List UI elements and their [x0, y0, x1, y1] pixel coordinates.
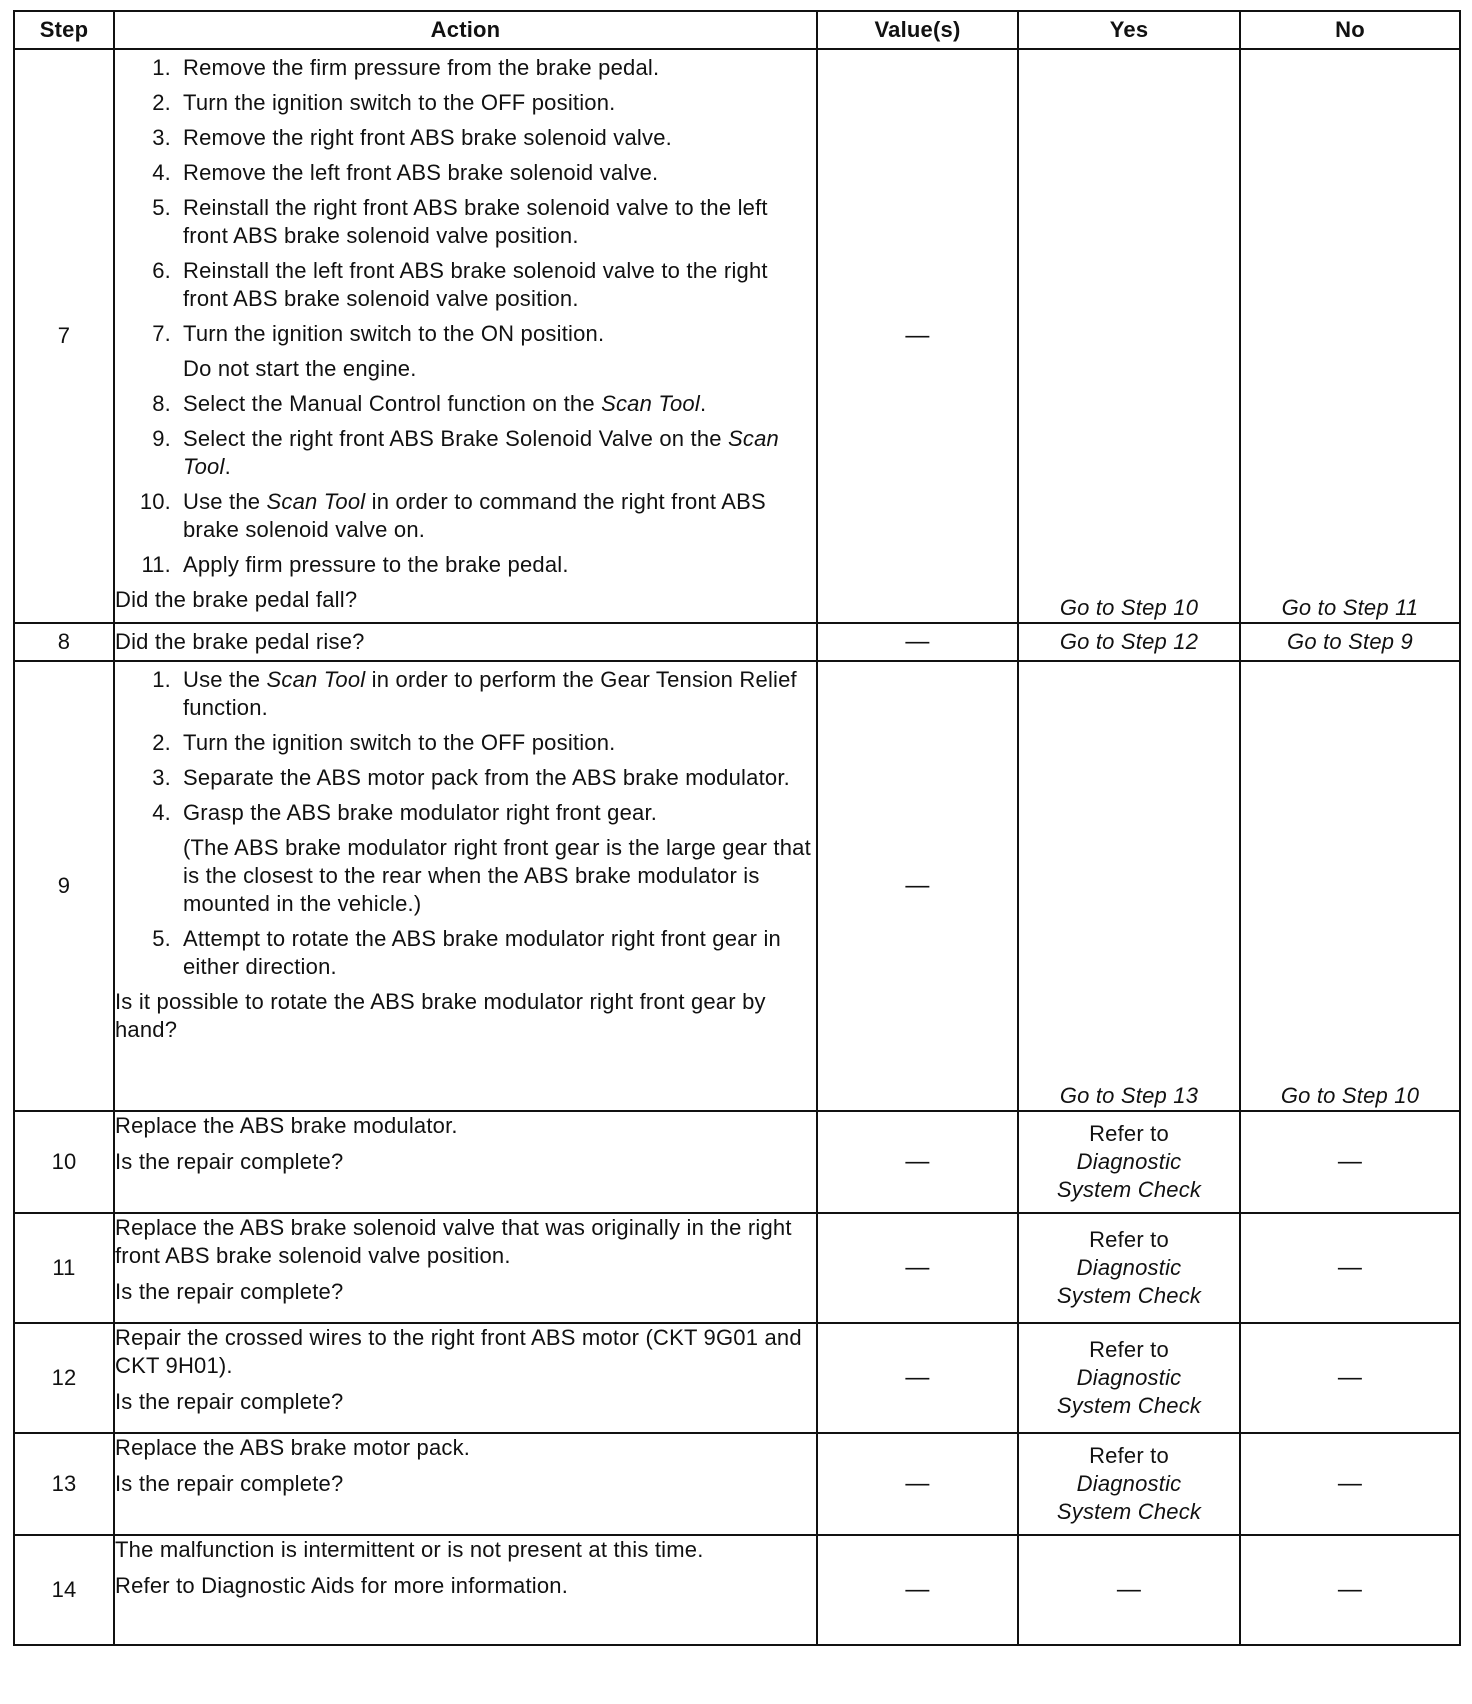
table-row	[14, 1535, 1460, 1645]
yes-cell: —	[1018, 1535, 1240, 1645]
action-cell: Replace the ABS brake modulator. Is the repair complete?	[114, 1111, 817, 1213]
header-step: Step	[14, 11, 114, 49]
action-cell: Replace the ABS brake motor pack. Is the repair complete?	[114, 1433, 817, 1535]
no-cell: —	[1240, 1111, 1460, 1213]
yes-cell: Go to Step 12	[1018, 623, 1240, 661]
header-action: Action	[114, 11, 817, 49]
step-number: 12	[14, 1323, 114, 1433]
list-item: 4. Grasp the ABS brake modulator right front gear. (The ABS brake modulator right front gear is the large gear that is the closest to the rear when the ABS brake modulator is mounted in the vehicle.)	[115, 799, 816, 918]
step-number: 13	[14, 1433, 114, 1535]
no-cell: Go to Step 9	[1240, 623, 1460, 661]
yes-cell: Go to Step 13	[1018, 661, 1240, 1111]
value-cell: —	[817, 1535, 1018, 1645]
action-cell	[114, 661, 817, 1111]
value-cell: —	[817, 49, 1018, 623]
value-cell: —	[817, 1213, 1018, 1323]
list-item: 5. Reinstall the right front ABS brake solenoid valve to the left front ABS brake solenoid valve position.	[152, 195, 768, 248]
step-number: 11	[14, 1213, 114, 1323]
list-item: 2. Turn the ignition switch to the OFF position.	[152, 730, 616, 755]
list-item: 6. Reinstall the left front ABS brake solenoid valve to the right front ABS brake solenoid valve position.	[152, 258, 768, 311]
no-cell: —	[1240, 1433, 1460, 1535]
value-cell: —	[817, 661, 1018, 1111]
header-values: Value(s)	[817, 11, 1018, 49]
list-item: 2. Turn the ignition switch to the OFF position.	[152, 90, 616, 115]
yes-cell: Refer to Diagnostic System Check	[1018, 1111, 1240, 1213]
list-item: 1. Use the Scan Tool in order to perform the Gear Tension Relief function.	[152, 667, 797, 720]
table-row	[14, 661, 1460, 1111]
list-item: 4. Remove the left front ABS brake solenoid valve.	[152, 160, 659, 185]
step-number: 10	[14, 1111, 114, 1213]
action-steps-list	[115, 666, 816, 981]
value-cell: —	[817, 1323, 1018, 1433]
header-row	[14, 11, 1460, 49]
scan-tool-term: Scan Tool	[266, 667, 366, 692]
step-number: 7	[14, 49, 114, 623]
no-cell: Go to Step 10	[1240, 661, 1460, 1111]
table-row	[14, 49, 1460, 623]
action-cell: Repair the crossed wires to the right front ABS motor (CKT 9G01 and CKT 9H01). Is the repair complete?	[114, 1323, 817, 1433]
header-no: No	[1240, 11, 1460, 49]
value-cell: —	[817, 1111, 1018, 1213]
table-row	[14, 1213, 1460, 1323]
list-item: 1. Remove the firm pressure from the brake pedal.	[152, 55, 660, 80]
question-text: Did the brake pedal fall?	[115, 587, 358, 612]
action-cell: The malfunction is intermittent or is not present at this time. Refer to Diagnostic Aids for more information.	[114, 1535, 817, 1645]
action-steps-list	[115, 54, 816, 579]
table-row	[14, 1433, 1460, 1535]
list-item: 11. Apply firm pressure to the brake pedal.	[141, 552, 569, 577]
step-number: 14	[14, 1535, 114, 1645]
step-number: 8	[14, 623, 114, 661]
no-cell: Go to Step 11	[1240, 49, 1460, 623]
question-text: Is it possible to rotate the ABS brake modulator right front gear by hand?	[115, 989, 766, 1042]
list-item: 5. Attempt to rotate the ABS brake modulator right front gear in either direction.	[152, 926, 781, 979]
question-text: Did the brake pedal rise?	[114, 623, 817, 661]
action-cell	[114, 49, 817, 623]
list-item: 3. Separate the ABS motor pack from the ABS brake modulator.	[152, 765, 790, 790]
yes-cell: Go to Step 10	[1018, 49, 1240, 623]
scan-tool-term: Scan Tool	[183, 426, 779, 479]
sub-note: (The ABS brake modulator right front gear is the large gear that is the closest to the rear when the ABS brake modulator is mounted in the vehicle.)	[183, 835, 811, 916]
list-item: 7. Turn the ignition switch to the ON position. Do not start the engine.	[115, 320, 816, 383]
list-item: 10. Use the Scan Tool in order to command the right front ABS brake solenoid valve on.	[139, 489, 766, 542]
scan-tool-term: Scan Tool	[601, 391, 700, 416]
no-cell: —	[1240, 1213, 1460, 1323]
value-cell: —	[817, 623, 1018, 661]
yes-cell: Refer to Diagnostic System Check	[1018, 1433, 1240, 1535]
diagnostic-table	[13, 10, 1461, 1646]
list-item: 3. Remove the right front ABS brake solenoid valve.	[152, 125, 672, 150]
value-cell: —	[817, 1433, 1018, 1535]
yes-cell: Refer to Diagnostic System Check	[1018, 1213, 1240, 1323]
no-cell: —	[1240, 1323, 1460, 1433]
list-item: 8. Select the Manual Control function on the Scan Tool.	[152, 391, 707, 416]
scan-tool-term: Scan Tool	[266, 489, 366, 514]
no-cell: —	[1240, 1535, 1460, 1645]
header-yes: Yes	[1018, 11, 1240, 49]
table-row	[14, 1323, 1460, 1433]
list-item: 9. Select the right front ABS Brake Solenoid Valve on the Scan Tool.	[152, 426, 779, 479]
step-number: 9	[14, 661, 114, 1111]
action-cell: Replace the ABS brake solenoid valve that was originally in the right front ABS brake solenoid valve position. Is the repair complete?	[114, 1213, 817, 1323]
table-row	[14, 623, 1460, 661]
yes-cell: Refer to Diagnostic System Check	[1018, 1323, 1240, 1433]
sub-note: Do not start the engine.	[183, 356, 417, 381]
table-row	[14, 1111, 1460, 1213]
